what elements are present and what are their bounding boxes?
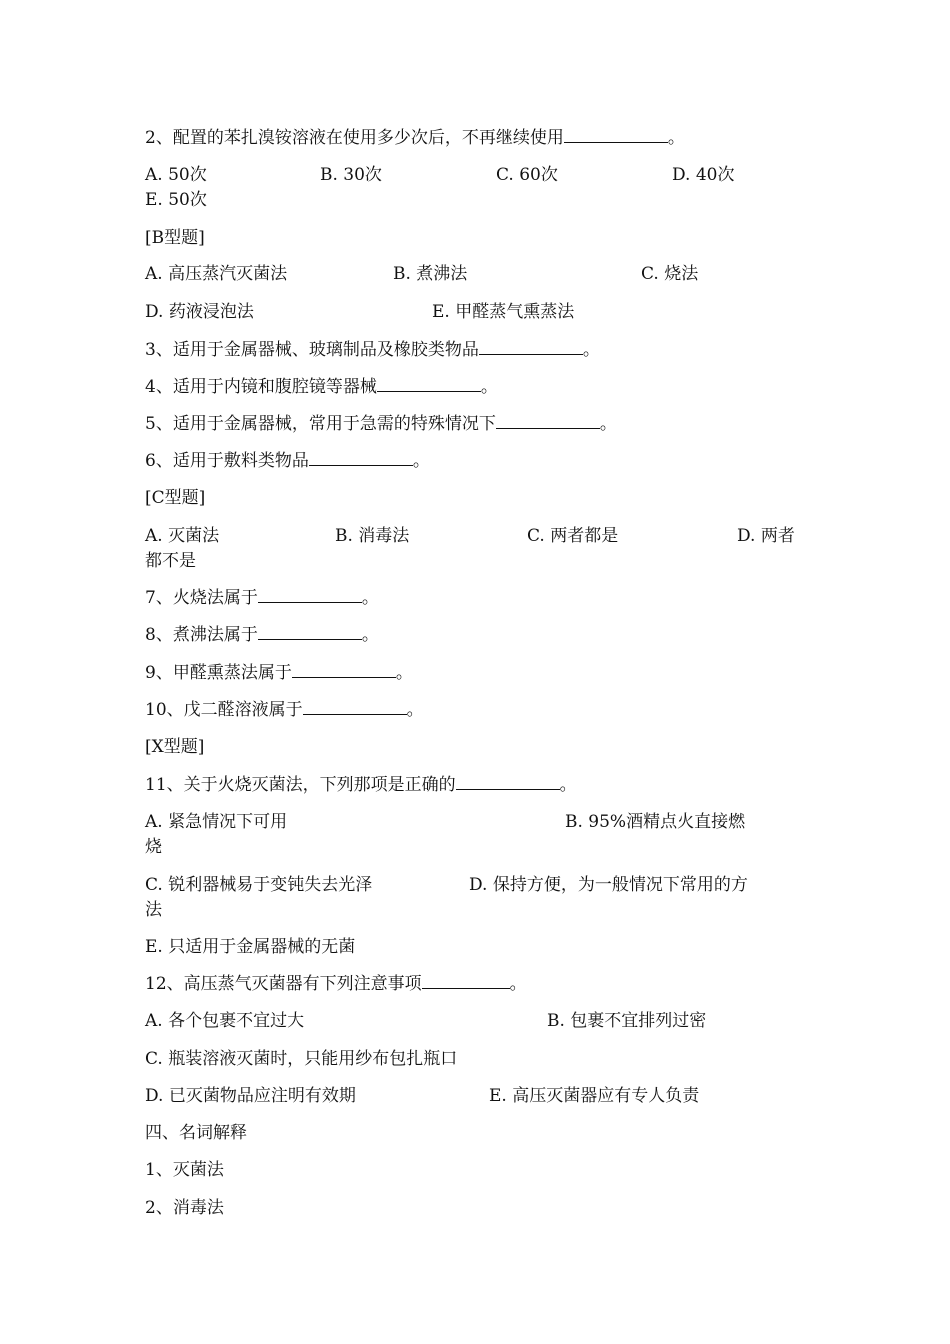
question-text: 7、火烧法属于	[145, 588, 258, 608]
question-suffix: 。	[667, 128, 685, 148]
answer-blank[interactable]	[377, 375, 481, 392]
question-suffix: 。	[406, 700, 424, 720]
question-6	[145, 449, 430, 473]
option-a: A. 紧急情况下可用	[145, 812, 288, 832]
option-c: C. 两者都是	[527, 526, 619, 546]
question-text: 6、适用于敷料类物品	[145, 451, 309, 471]
question-suffix: 。	[361, 625, 379, 645]
question-text: 3、适用于金属器械、玻璃制品及橡胶类物品	[145, 340, 479, 360]
b-type-header: [B型题]	[145, 228, 205, 248]
answer-blank[interactable]	[258, 623, 362, 640]
option-a: A. 50次	[145, 165, 207, 185]
x-type-header: [X型题]	[145, 737, 205, 757]
answer-blank[interactable]	[422, 972, 510, 989]
question-5	[145, 412, 617, 436]
option-b: B. 30次	[320, 165, 382, 185]
question-suffix: 。	[582, 340, 600, 360]
answer-blank[interactable]	[479, 338, 583, 355]
answer-blank[interactable]	[564, 126, 668, 143]
question-text: 5、适用于金属器械，常用于急需的特殊情况下	[145, 414, 496, 434]
question-8	[145, 623, 379, 647]
option-c: C. 瓶装溶液灭菌时，只能用纱布包扎瓶口	[145, 1049, 458, 1069]
question-text: 9、甲醛熏蒸法属于	[145, 663, 292, 683]
question-12	[145, 972, 527, 996]
option-b: B. 消毒法	[335, 526, 410, 546]
question-2	[145, 126, 685, 150]
term-1: 1、灭菌法	[145, 1160, 224, 1180]
option-c: C. 锐利器械易于变钝失去光泽	[145, 875, 373, 895]
question-suffix: 。	[509, 974, 527, 994]
option-a: A. 高压蒸汽灭菌法	[145, 264, 288, 284]
question-suffix: 。	[361, 588, 379, 608]
answer-blank[interactable]	[309, 449, 413, 466]
question-11	[145, 773, 577, 797]
answer-blank[interactable]	[496, 412, 600, 429]
option-b: B. 煮沸法	[393, 264, 468, 284]
option-d: D. 40次	[672, 165, 735, 185]
c-type-header: [C型题]	[145, 488, 206, 508]
answer-blank[interactable]	[292, 661, 396, 678]
question-suffix: 。	[599, 414, 617, 434]
question-10	[145, 698, 424, 722]
option-d: D. 已灭菌物品应注明有效期	[145, 1086, 356, 1106]
term-2: 2、消毒法	[145, 1198, 224, 1218]
option-e: E. 只适用于金属器械的无菌	[145, 937, 356, 957]
answer-blank[interactable]	[303, 698, 407, 715]
section-4-header: 四、名词解释	[145, 1123, 247, 1143]
option-b: B. 包裹不宜排列过密	[547, 1011, 707, 1031]
question-text: 12、高压蒸气灭菌器有下列注意事项	[145, 974, 422, 994]
option-b: B. 95%酒精点火直接燃	[565, 812, 746, 832]
option-d: D. 药液浸泡法	[145, 302, 254, 322]
option-d: D. 保持方便，为一般情况下常用的方	[469, 875, 748, 895]
question-3	[145, 338, 600, 362]
question-7	[145, 586, 379, 610]
question-text: 10、戊二醛溶液属于	[145, 700, 303, 720]
option-a: A. 灭菌法	[145, 526, 220, 546]
question-suffix: 。	[412, 451, 430, 471]
question-suffix: 。	[480, 377, 498, 397]
question-text: 2、配置的苯扎溴铵溶液在使用多少次后，不再继续使用	[145, 128, 564, 148]
question-suffix: 。	[395, 663, 413, 683]
option-c: C. 烧法	[641, 264, 699, 284]
option-b-wrap: 烧	[145, 837, 162, 857]
question-suffix: 。	[559, 775, 577, 795]
question-text: 8、煮沸法属于	[145, 625, 258, 645]
question-9	[145, 661, 413, 685]
question-text: 4、适用于内镜和腹腔镜等器械	[145, 377, 377, 397]
question-text: 11、关于火烧灭菌法，下列那项是正确的	[145, 775, 456, 795]
option-d-wrap: 都不是	[145, 551, 196, 571]
option-e: E. 高压灭菌器应有专人负责	[489, 1086, 700, 1106]
option-c: C. 60次	[496, 165, 558, 185]
question-4	[145, 375, 498, 399]
option-d: D. 两者	[737, 526, 795, 546]
answer-blank[interactable]	[456, 773, 560, 790]
option-e: E. 甲醛蒸气熏蒸法	[432, 302, 575, 322]
option-e: E. 50次	[145, 190, 207, 210]
option-a: A. 各个包裹不宜过大	[145, 1011, 305, 1031]
answer-blank[interactable]	[258, 586, 362, 603]
option-d-wrap: 法	[145, 900, 162, 920]
